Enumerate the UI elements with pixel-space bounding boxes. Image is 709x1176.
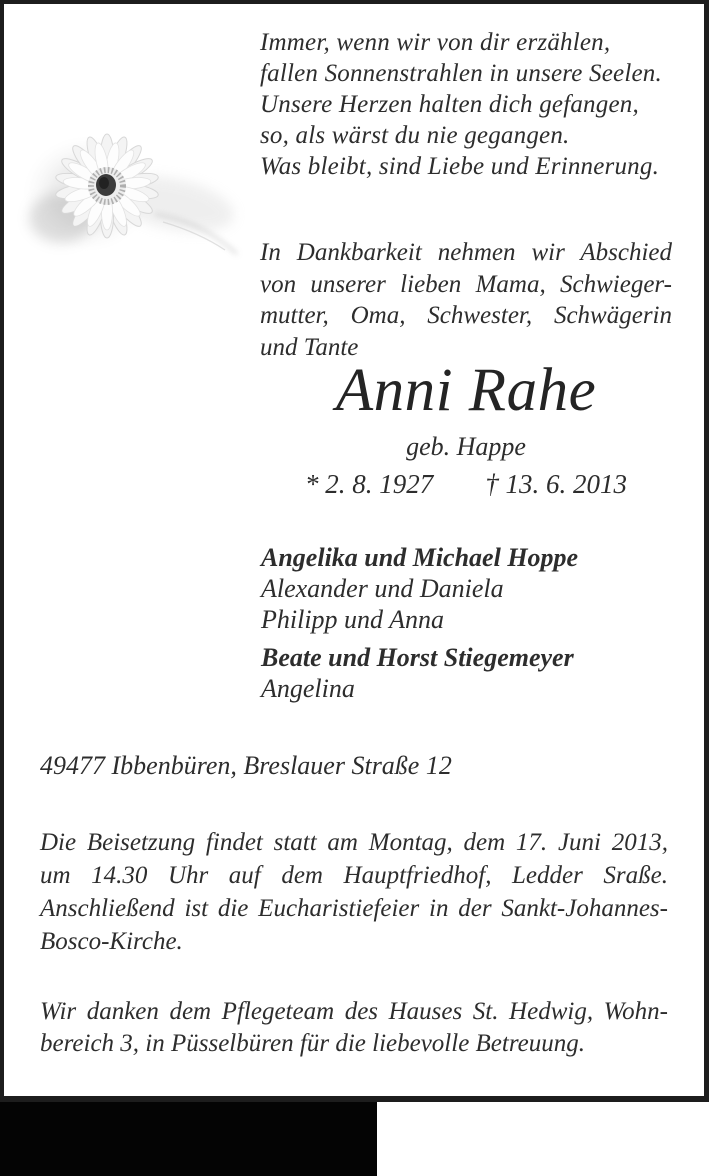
funeral-line: um 14.30 Uhr auf dem Hauptfriedhof, Ledder Sraße. xyxy=(40,862,668,889)
memorial-poem xyxy=(260,27,662,182)
address-line: 49477 Ibbenbüren, Breslauer Straße 12 xyxy=(40,751,452,780)
birth-date: * 2. 8. 1927 xyxy=(305,469,434,499)
farewell-text xyxy=(260,237,672,363)
poem-line: Was bleibt, sind Liebe und Erinnerung. xyxy=(260,153,660,180)
deceased-name: Anni Rahe xyxy=(335,357,597,424)
mourner-line: Angelina xyxy=(261,674,355,703)
poem-line: fallen Sonnenstrahlen in unsere Seelen. xyxy=(260,60,662,87)
farewell-line: In Dankbarkeit nehmen wir Abschied xyxy=(260,239,672,266)
thanks-line: Wir danken dem Pflegeteam des Hauses St. Hedwig, Wohn- xyxy=(40,998,668,1025)
mourner-line: Beate und Horst Stiegemeyer xyxy=(261,643,574,672)
black-redaction-block xyxy=(0,1102,377,1176)
funeral-line: Anschließend ist die Eucharistiefeier in der Sankt-Johannes- xyxy=(40,895,668,922)
poem-line: Immer, wenn wir von dir erzählen, xyxy=(260,29,611,56)
poem-line: Unsere Herzen halten dich gefangen, xyxy=(260,91,639,118)
farewell-line: von unserer lieben Mama, Schwieger- xyxy=(260,270,672,298)
mourners-group-1 xyxy=(261,542,578,635)
funeral-info xyxy=(40,826,668,958)
thanks-line: bereich 3, in Püsselbüren für die liebevolle Betreuung. xyxy=(40,1030,585,1057)
thanks-text xyxy=(40,996,668,1060)
mourner-line: Alexander und Daniela xyxy=(261,574,504,603)
funeral-line: Bosco-Kirche. xyxy=(40,928,183,955)
death-date: † 13. 6. 2013 xyxy=(485,469,627,499)
mourner-line: Philipp und Anna xyxy=(261,605,444,634)
poem-line: so, als wärst du nie gegangen. xyxy=(260,122,570,149)
life-dates xyxy=(260,469,672,499)
mourner-line: Angelika und Michael Hoppe xyxy=(261,543,579,572)
farewell-line: und Tante xyxy=(260,333,359,361)
gerbera-flower-image xyxy=(15,122,245,267)
mourners-group-2 xyxy=(261,642,574,704)
funeral-line: Die Beisetzung findet statt am Montag, dem 17. Juni 2013, xyxy=(40,829,668,856)
birth-name: geb. Happe xyxy=(406,432,526,461)
farewell-line: mutter, Oma, Schwester, Schwägerin xyxy=(260,302,672,329)
